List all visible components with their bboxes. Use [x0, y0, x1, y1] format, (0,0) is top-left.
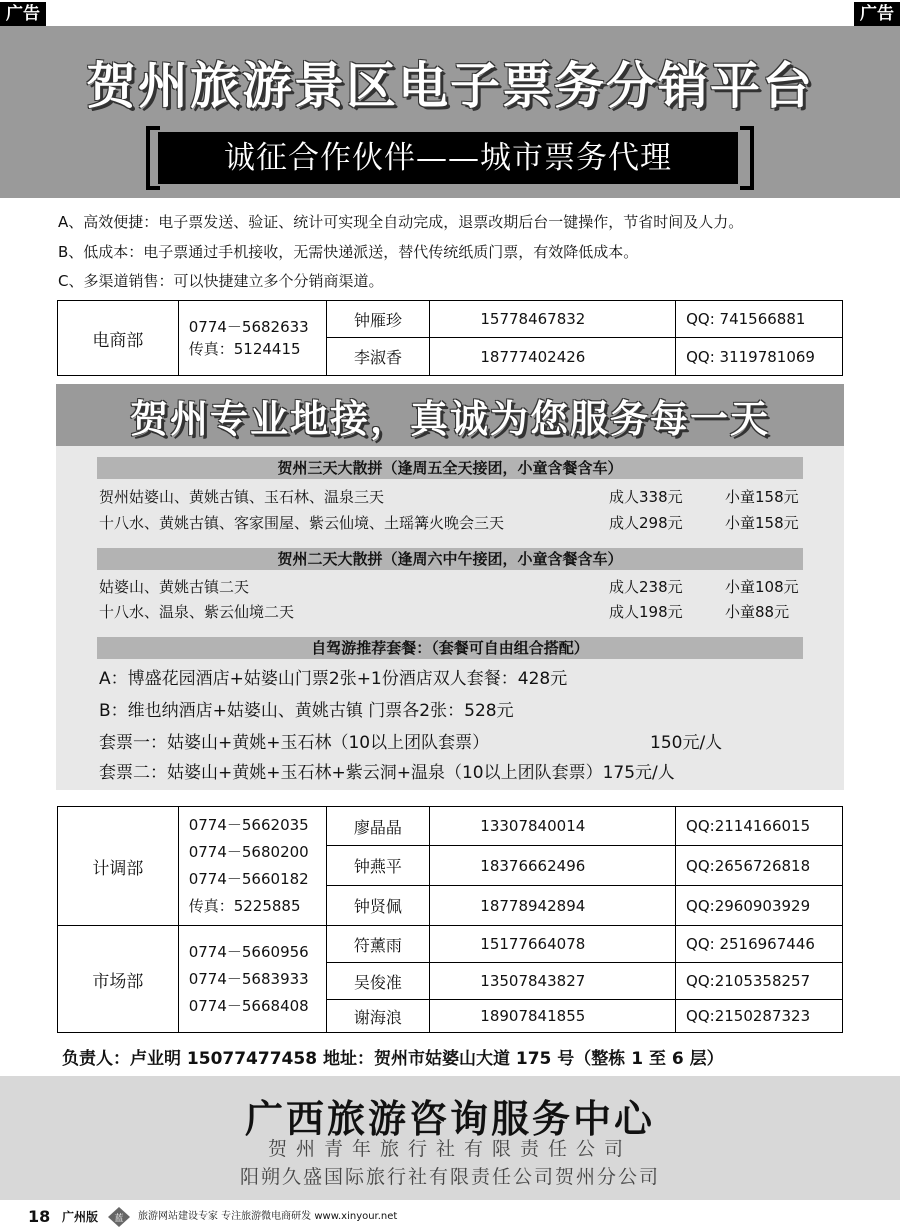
child-price: 小童158元 — [725, 514, 799, 532]
contact-mobile: 13307840014 — [430, 807, 676, 846]
center-name: 广西旅游咨询服务中心 — [244, 1097, 655, 1141]
page-title: 贺州旅游景区电子票务分销平台 — [86, 57, 814, 115]
contact-qq: QQ:2656726818 — [676, 846, 843, 886]
contact-name: 符薰雨 — [326, 926, 430, 963]
tour-row — [99, 576, 805, 598]
dept-label: 电商部 — [58, 301, 179, 376]
route: 十八水、温泉、紫云仙境二天 — [99, 603, 295, 621]
route: 姑婆山、黄姚古镇二天 — [99, 578, 250, 596]
contact-mobile: 18777402426 — [430, 338, 676, 376]
contact-qq: QQ:2114166015 — [676, 807, 843, 846]
ad-tag-right: 广告 — [854, 2, 900, 26]
set-ticket-1-price: 150元/人 — [650, 733, 723, 753]
bracket-right — [740, 126, 754, 190]
company-1: 贺州青年旅行社有限责任公司 — [267, 1138, 632, 1160]
adult-price: 成人198元 — [609, 603, 683, 621]
contact-qq: QQ:2105358257 — [676, 963, 843, 1000]
set-ticket-2: 套票二：姑婆山+黄姚+玉石林+紫云洞+温泉（10以上团队套票）175元/人 — [99, 763, 675, 783]
contact-qq: QQ: 741566881 — [676, 301, 843, 338]
adult-price: 成人298元 — [609, 514, 683, 532]
package-b: B：维也纳酒店+姑婆山、黄姚古镇 门票各2张：528元 — [99, 701, 514, 721]
contact-qq: QQ: 3119781069 — [676, 338, 843, 376]
contact-mobile: 13507843827 — [430, 963, 676, 1000]
contact-mobile: 18778942894 — [430, 886, 676, 926]
contact-name: 廖晶晶 — [326, 807, 430, 846]
child-price: 小童108元 — [725, 578, 799, 596]
phone: 0774－5662035 — [188, 816, 309, 834]
adult-price: 成人338元 — [609, 488, 683, 506]
dept-label: 计调部 — [58, 807, 179, 926]
contact-mobile: 15778467832 — [430, 301, 676, 338]
tour-row — [99, 512, 805, 534]
ecommerce-table — [57, 300, 843, 376]
page-number: 18 — [28, 1207, 51, 1226]
contact-mobile: 18376662496 — [430, 846, 676, 886]
local-title: 贺州专业地接，真诚为您服务每一天 — [129, 397, 770, 441]
logo-text: 蓝 — [114, 1214, 124, 1224]
selfdrive-head: 自驾游推荐套餐：（套餐可自由组合搭配） — [97, 637, 803, 659]
contact-mobile: 15177664078 — [430, 926, 676, 963]
adult-price: 成人238元 — [609, 578, 683, 596]
child-price: 小童158元 — [725, 488, 799, 506]
edition-label: 广州版 — [62, 1210, 99, 1224]
tour3-head: 贺州三天大散拼（逢周五全天接团，小童含餐含车） — [97, 457, 803, 479]
contact-name: 钟贤佩 — [326, 886, 430, 926]
fax: 传真：5225885 — [188, 897, 301, 915]
feature-b: B、低成本：电子票通过手机接收，无需快递派送，替代传统纸质门票，有效降低成本。 — [58, 243, 639, 261]
manager-address: 负责人：卢业明 15077477458 地址：贺州市姑婆山大道 175 号（整栋 1 至 6 层） — [62, 1049, 724, 1069]
departments-table — [57, 806, 843, 1033]
subtitle: 诚征合作伙伴——城市票务代理 — [158, 132, 738, 184]
contact-name: 钟燕平 — [326, 846, 430, 886]
dept-phones — [178, 926, 326, 1033]
child-price: 小童88元 — [725, 603, 790, 621]
dept-phones — [178, 807, 326, 926]
contact-name: 谢海浪 — [326, 1000, 430, 1033]
route: 十八水、黄姚古镇、客家围屋、紫云仙境、土瑶篝火晚会三天 — [99, 514, 505, 532]
fax: 传真：5124415 — [188, 340, 301, 358]
phone: 0774－5683933 — [188, 969, 309, 988]
ad-tag-left: 广告 — [0, 2, 46, 26]
contact-qq: QQ: 2516967446 — [676, 926, 843, 963]
dept-phones — [178, 301, 326, 376]
route: 贺州姑婆山、黄姚古镇、玉石林、温泉三天 — [99, 488, 385, 506]
contact-name: 吴俊准 — [326, 963, 430, 1000]
footer-slogan: 旅游网站建设专家 专注旅游微电商研发 www.xinyour.net — [138, 1211, 398, 1222]
package-a: A：博盛花园酒店+姑婆山门票2张+1份酒店双人套餐：428元 — [99, 669, 568, 689]
phone: 0774－5660956 — [188, 942, 309, 961]
page-footer — [0, 1206, 900, 1228]
phone: 0774－5660182 — [188, 870, 309, 888]
contact-name: 钟雁珍 — [326, 301, 430, 338]
contact-mobile: 18907841855 — [430, 1000, 676, 1033]
dept-label: 市场部 — [58, 926, 179, 1033]
feature-a: A、高效便捷：电子票发送、验证、统计可实现全自动完成，退票改期后台一键操作，节省时间及人力。 — [58, 213, 744, 231]
tour2-head: 贺州二天大散拼（逢周六中午接团，小童含餐含车） — [97, 548, 803, 570]
contact-name: 李淑香 — [326, 338, 430, 376]
phone: 0774－5682633 — [188, 318, 309, 336]
phone: 0774－5668408 — [188, 996, 309, 1015]
feature-c: C、多渠道销售：可以快捷建立多个分销商渠道。 — [58, 272, 384, 290]
set-ticket-1: 套票一：姑婆山+黄姚+玉石林（10以上团队套票） — [99, 733, 490, 753]
tour-row — [99, 486, 805, 508]
company-2: 阳朔久盛国际旅行社有限责任公司贺州分公司 — [239, 1166, 660, 1188]
diamond-logo-icon — [108, 1207, 130, 1227]
contact-qq: QQ:2150287323 — [676, 1000, 843, 1033]
tour-row — [99, 601, 805, 623]
phone: 0774－5680200 — [188, 843, 309, 861]
contact-qq: QQ:2960903929 — [676, 886, 843, 926]
